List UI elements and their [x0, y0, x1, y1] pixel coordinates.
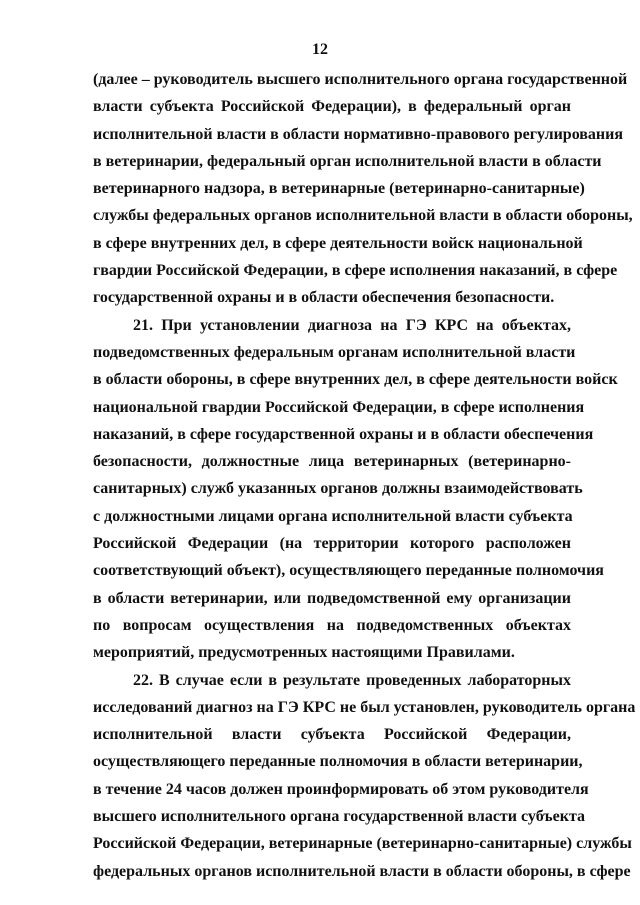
text-line: власти субъекта Российской Федерации), в федеральный орган — [93, 98, 571, 116]
text-line: соответствующий объект), осуществляющего переданные полномочия — [93, 562, 604, 580]
text-line: в течение 24 часов должен проинформировать об этом руководителя — [93, 780, 589, 798]
text-line: Российской Федерации, ветеринарные (ветеринарно-санитарные) службы — [93, 835, 632, 853]
text-line: безопасности, должностные лица ветеринарных (ветеринарно- — [93, 453, 571, 471]
text-line: подведомственных федеральным органам исполнительной власти — [93, 343, 576, 361]
text-line: осуществляющего переданные полномочия в области ветеринарии, — [93, 753, 583, 771]
text-line: в области обороны, в сфере внутренних дел, в сфере деятельности войск — [93, 371, 618, 389]
paragraph-22-first-line: 22. В случае если в результате проведенных лабораторных — [133, 671, 571, 689]
text-line: федеральных органов исполнительной власти в области обороны, в сфере — [93, 862, 631, 880]
text-line: высшего исполнительного органа государственной власти субъекта — [93, 808, 585, 826]
text-line: (далее – руководитель высшего исполнительного органа государственной — [93, 71, 628, 88]
text-line: национальной гвардии Российской Федерации, в сфере исполнения — [93, 398, 585, 416]
text-line: в сфере внутренних дел, в сфере деятельности войск национальной — [93, 234, 583, 252]
text-line: гвардии Российской Федерации, в сфере исполнения наказаний, в сфере — [93, 262, 618, 280]
text-line: по вопросам осуществления на подведомственных объектах — [93, 616, 571, 634]
text-line: исполнительной власти субъекта Российской Федерации, — [93, 726, 571, 744]
text-line: ветеринарного надзора, в ветеринарные (ветеринарно-санитарные) — [93, 180, 585, 198]
document-body — [93, 66, 636, 885]
text-line: государственной охраны и в области обеспечения безопасности. — [93, 289, 555, 307]
text-line: Российской Федерации (на территории которого расположен — [93, 535, 571, 553]
text-line: мероприятий, предусмотренных настоящими Правилами. — [93, 644, 515, 662]
paragraph-21-first-line: 21. При установлении диагноза на ГЭ КРС на объектах, — [133, 316, 571, 334]
text-line: исследований диагноз на ГЭ КРС не был установлен, руководитель органа — [93, 698, 636, 716]
text-line: наказаний, в сфере государственной охраны и в области обеспечения — [93, 425, 594, 443]
text-line: службы федеральных органов исполнительной власти в области обороны, — [93, 207, 633, 225]
text-line: исполнительной власти в области нормативно-правового регулирования — [93, 125, 624, 143]
text-line: в ветеринарии, федеральный орган исполнительной власти в области — [93, 152, 602, 170]
text-line: санитарных) служб указанных органов должны взаимодействовать — [93, 480, 583, 498]
page-number: 12 — [312, 41, 328, 58]
text-line: с должностными лицами органа исполнительной власти субъекта — [93, 507, 573, 525]
text-line: в области ветеринарии, или подведомственной ему организации — [93, 589, 571, 607]
